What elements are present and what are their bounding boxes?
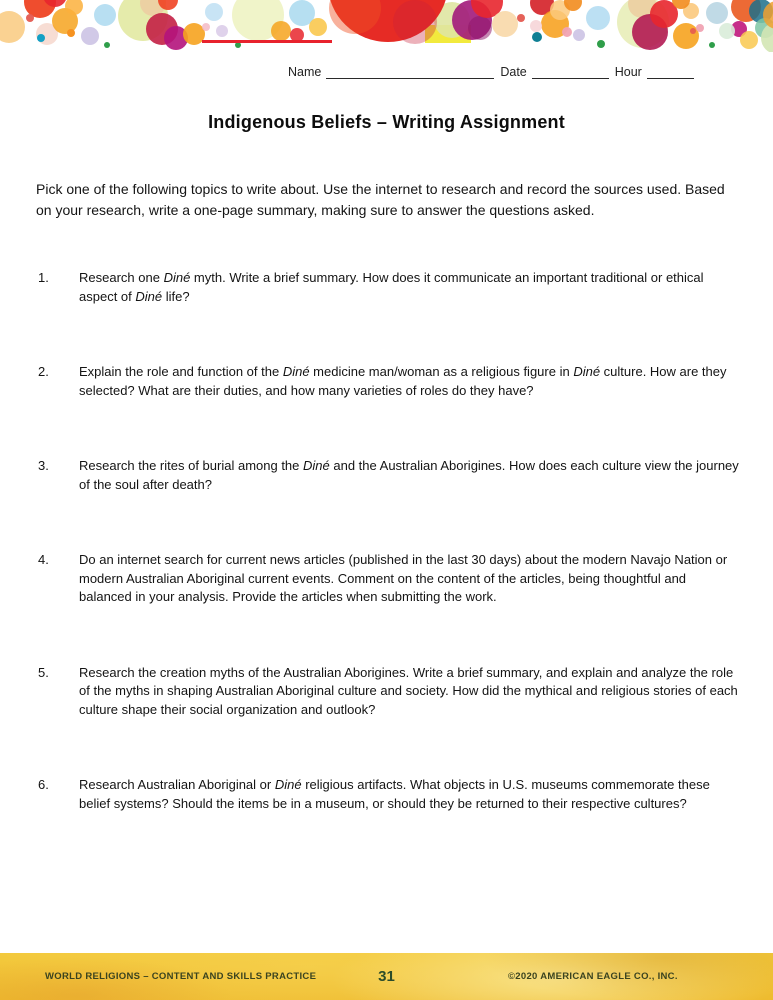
fill-in-row — [288, 65, 694, 80]
date-blank[interactable] — [532, 65, 609, 79]
intro-paragraph: Pick one of the following topics to write about. Use the internet to research and record the sources used. Based on your research, write a one-page summary, making sure to answer the questions asked. — [36, 181, 725, 218]
question-item — [36, 457, 742, 494]
question-number: 3. — [38, 458, 49, 473]
question-text: Research the rites of burial among the Diné and the Australian Aborigines. How does each culture view the journey of the soul after death? — [79, 458, 739, 492]
hour-blank[interactable] — [647, 65, 694, 79]
question-text: Research the creation myths of the Australian Aborigines. Write a brief summary, and explain and analyze the role of the myths in shaping Australian Aboriginal culture and society. How did the mythical and religious stories of each culture shape their social organization and outlook? — [79, 664, 738, 717]
question-item — [36, 551, 742, 607]
body-content — [36, 179, 742, 870]
question-item — [36, 363, 742, 400]
question-item — [36, 664, 742, 720]
question-number: 5. — [38, 664, 49, 680]
footer — [0, 953, 773, 1000]
hour-label: Hour — [614, 65, 642, 79]
question-number: 6. — [38, 777, 49, 792]
footer-series-title: WORLD RELIGIONS – CONTENT AND SKILLS PRACTICE — [45, 971, 317, 982]
question-text: Research one Diné myth. Write a brief summary. How does it communicate an important traditional or ethical aspect of Diné life? — [79, 270, 704, 304]
question-text: Explain the role and function of the Diné medicine man/woman as a religious figure in Diné culture. How are they selected? What are their duties, and how many varieties of roles do they have? — [79, 364, 727, 398]
question-number: 4. — [38, 552, 49, 567]
page-title: Indigenous Beliefs – Writing Assignment — [208, 112, 565, 132]
question-list — [36, 269, 742, 813]
footer-copyright: ©2020 AMERICAN EAGLE CO., INC. — [508, 971, 678, 982]
question-text: Do an internet search for current news articles (published in the last 30 days) about the modern Navajo Nation or modern Australian Aboriginal current events. Comment on the content of the articles, being thoughtful and balanced in your analysis. Provide the articles when submitting the work. — [79, 552, 728, 604]
date-label: Date — [500, 65, 527, 79]
question-text: Research Australian Aboriginal or Diné religious artifacts. What objects in U.S. museums commemorate these belief systems? Should the items be in a museum, or should they be returned to their respective cultures? — [79, 777, 710, 811]
question-item — [36, 269, 742, 306]
question-number: 2. — [38, 364, 49, 379]
name-label: Name — [288, 65, 322, 79]
confetti-decoration — [0, 0, 773, 52]
question-number: 1. — [38, 270, 49, 285]
name-blank[interactable] — [326, 65, 494, 79]
footer-page-number: 31 — [378, 968, 395, 985]
question-item — [36, 776, 742, 813]
